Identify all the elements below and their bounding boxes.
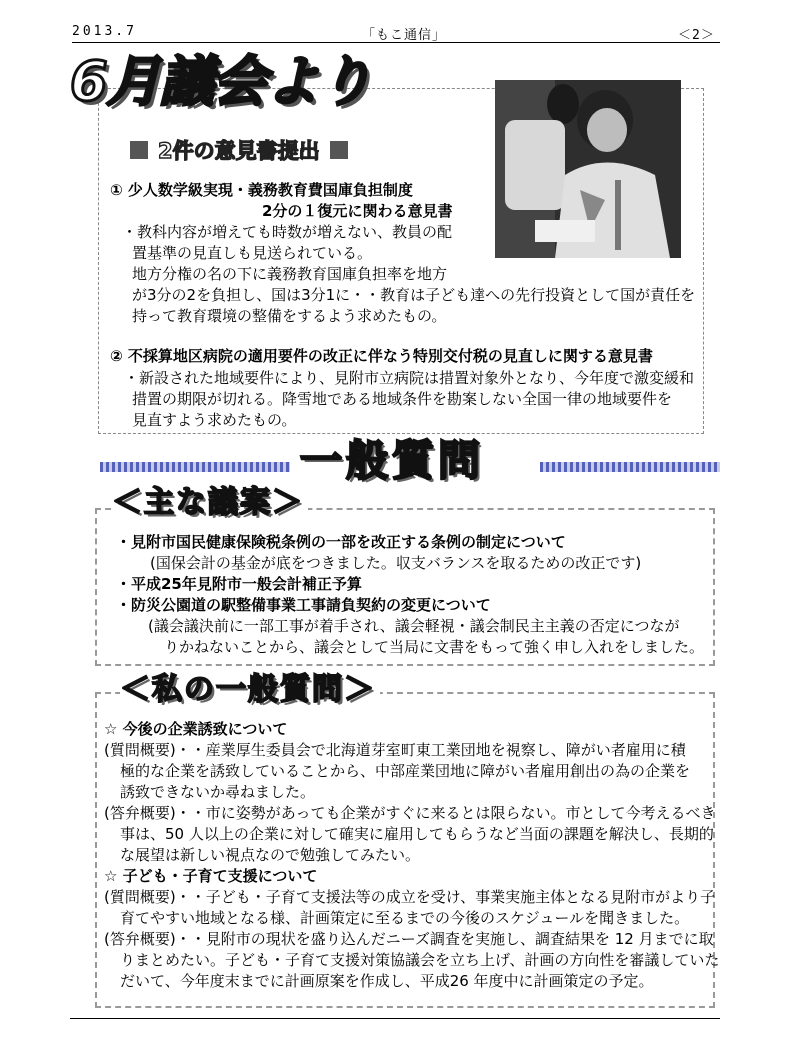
topic-heading: ☆ 今後の企業誘致について bbox=[104, 720, 288, 738]
subtitle-text: 2件の意見書提出 bbox=[158, 139, 320, 163]
banner-title: 一般質問 bbox=[300, 436, 485, 485]
question-line: (質問概要)・・産業厚生委員会で北海道芽室町東工業団地を視察し、障がい者雇用に積 bbox=[104, 741, 686, 759]
item1-heading-line1: ① 少人数学級実現・義務教育費国庫負担制度 bbox=[110, 181, 413, 199]
section1-subtitle bbox=[130, 135, 348, 165]
item2-body-line: 見直すよう求めたもの。 bbox=[132, 411, 297, 429]
footer-rule bbox=[70, 1018, 720, 1019]
bill-line: (国保会計の基金が底をつきました。収支バランスを取るための改正です) bbox=[150, 554, 642, 572]
header-rule bbox=[72, 42, 720, 43]
question-line: 育てやすい地域となる様、計画策定に至るまでの今後のスケジュールを聞きました。 bbox=[120, 909, 690, 927]
banner-stripe-left bbox=[100, 462, 290, 472]
answer-line: だいて、今年度末までに計画原案を作成し、平成26 年度中に計画策定の予定。 bbox=[120, 972, 654, 990]
question-line: (質問概要)・・子ども・子育て支援法等の成立を受け、事業実施主体となる見附市がより子 bbox=[104, 888, 716, 906]
issue-date: 2013.7 bbox=[72, 24, 137, 39]
topic-heading: ☆ 子ども・子育て支援について bbox=[104, 867, 318, 885]
item1-body-line: 持って教育環境の整備をするよう求めたもの。 bbox=[132, 307, 447, 325]
bill-line: ・平成25年見附市一般会計補正予算 bbox=[116, 575, 362, 593]
item1-heading-line2: 2分の１復元に関わる意見書 bbox=[262, 202, 453, 220]
item1-body-line: が3分の2を負担し、国は3分1に・・教育は子ども達への先行投資として国が責任を bbox=[132, 286, 696, 304]
item1-body-line: 置基準の見直しも見送られている。 bbox=[132, 244, 373, 262]
square-bullet-icon bbox=[130, 141, 148, 159]
section1-title: 6月議会より bbox=[70, 50, 372, 113]
bill-line: ・防災公園道の駅整備事業工事請負契約の変更について bbox=[116, 596, 491, 614]
newsletter-name: 「もこ通信」 bbox=[362, 28, 447, 43]
council-photo bbox=[495, 80, 681, 258]
my-question-title: ＜私の一般質問＞ bbox=[120, 675, 380, 705]
item2-heading: ② 不採算地区病院の適用要件の改正に伴なう特別交付税の見直しに関する意見書 bbox=[110, 347, 653, 365]
item2-body-line: ・新設された地域要件により、見附市立病院は措置対象外となり、今年度で激変緩和 bbox=[124, 369, 695, 387]
item1-body-line: ・教科内容が増えても時数が増えない、教員の配 bbox=[122, 223, 453, 241]
question-line: 誘致できないか尋ねました。 bbox=[120, 783, 316, 801]
answer-line: (答弁概要)・・見附市の現状を盛り込んだニーズ調査を実施し、調査結果を 12 月までに取 bbox=[104, 930, 714, 948]
answer-line: 事は、50 人以上の企業に対して確実に雇用してもらうなど当面の課題を解決し、長期的 bbox=[120, 825, 714, 843]
square-bullet-icon bbox=[330, 141, 348, 159]
item1-body-line: 地方分権の名の下に義務教育国庫負担率を地方 bbox=[132, 265, 448, 283]
answer-line: (答弁概要)・・市に姿勢があっても企業がすぐに来るとは限らない。市として今考えるべき bbox=[104, 804, 716, 822]
main-bills-title: ＜主な議案＞ bbox=[112, 488, 308, 518]
answer-line: りまとめたい。子ども・子育て支援対策協議会を立ち上げ、計画の方向性を審議していた bbox=[120, 951, 720, 969]
bill-line: りかねないことから、議会として当局に文書をもって強く申し入れをしました。 bbox=[164, 638, 705, 656]
item2-body-line: 措置の期限が切れる。降雪地である地域条件を勘案しない全国一律の地域要件を bbox=[132, 390, 673, 408]
banner-stripe-right bbox=[540, 462, 720, 472]
question-line: 極的な企業を誘致していることから、中部産業団地に障がい者雇用創出の為の企業を bbox=[120, 762, 691, 780]
answer-line: な展望は新しい視点なので勉強してみたい。 bbox=[120, 846, 421, 864]
page-number: ＜2＞ bbox=[678, 28, 715, 43]
bill-line: (議会議決前に一部工事が着手され、議会軽視・議会制民主主義の否定につなが bbox=[148, 617, 680, 635]
bill-line: ・見附市国民健康保険税条例の一部を改正する条例の制定について bbox=[116, 533, 566, 551]
